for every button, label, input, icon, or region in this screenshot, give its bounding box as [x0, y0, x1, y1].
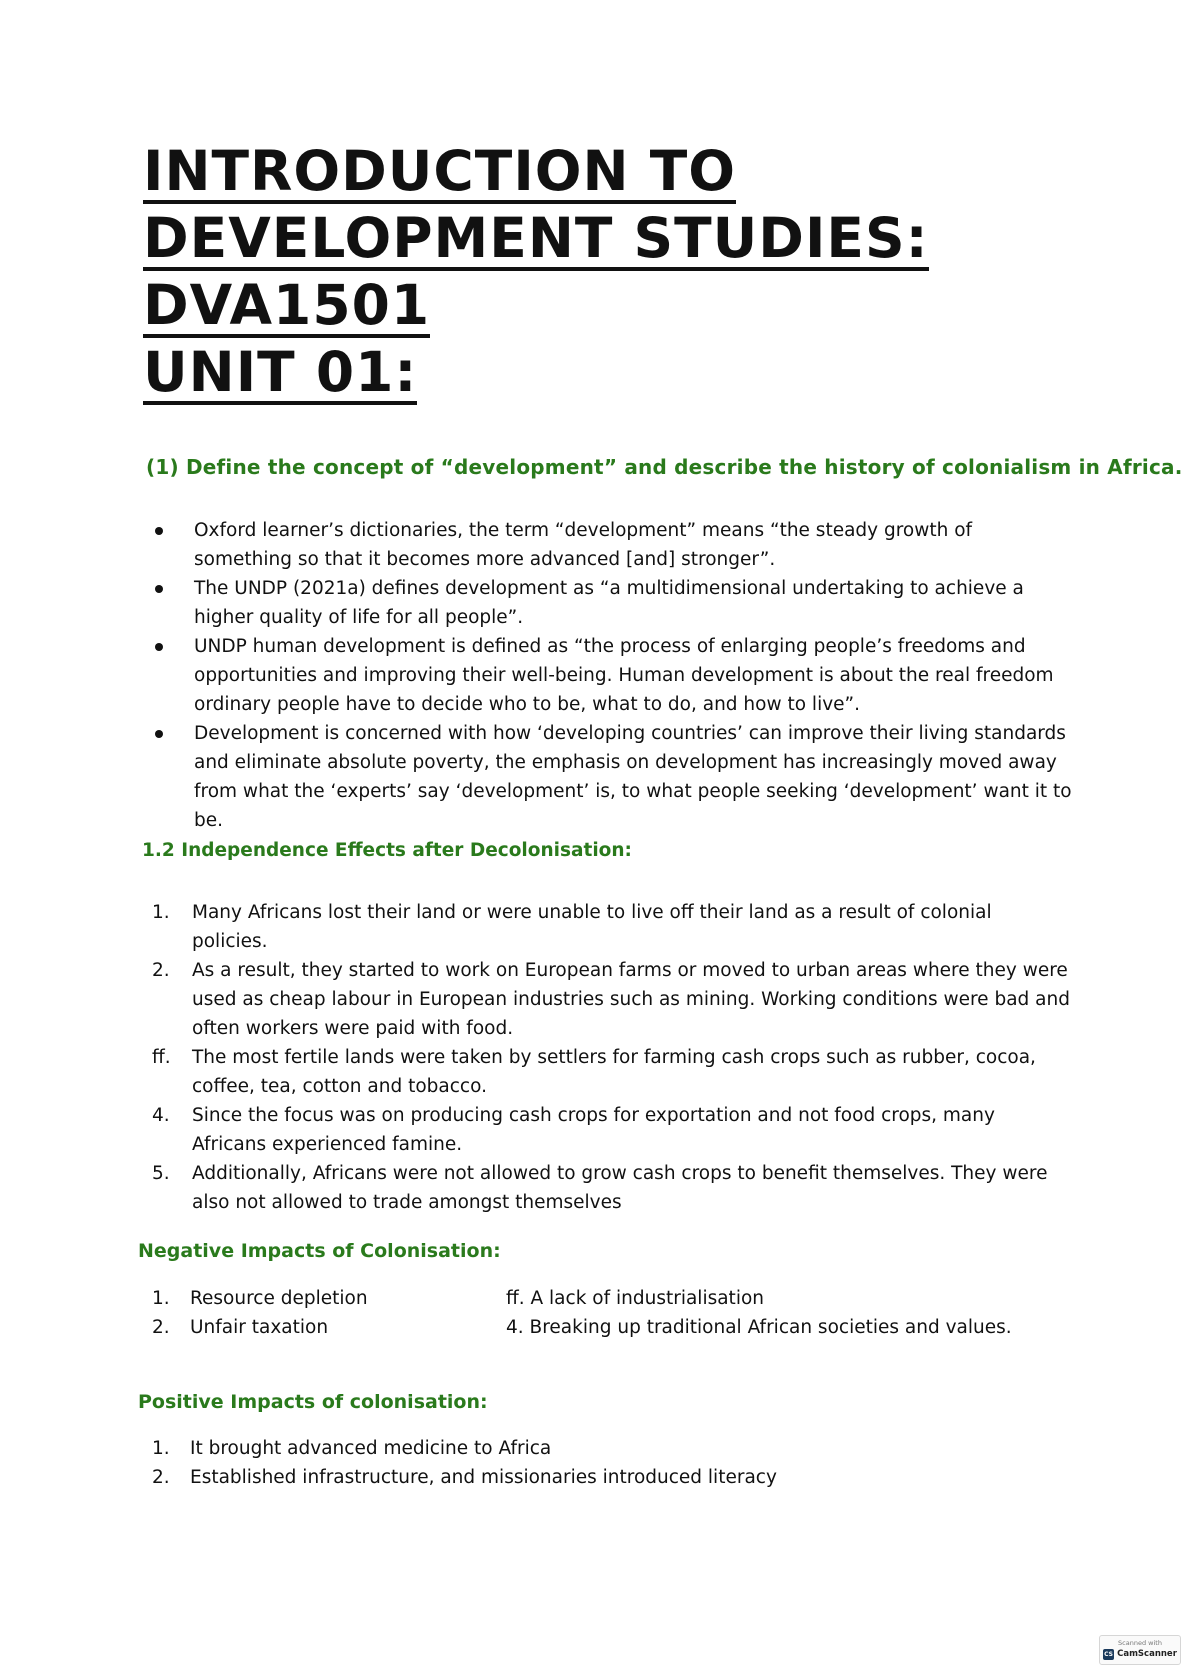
- list-number: 5.: [152, 1163, 170, 1184]
- list-number: 1.: [152, 1438, 170, 1459]
- section-1-2-heading: 1.2 Independence Effects after Decolonisation:: [142, 840, 632, 861]
- list-item: 2. Established infrastructure, and missionaries introduced literacy: [152, 1463, 1072, 1492]
- bullet-icon: [155, 527, 163, 535]
- section-1-heading: (1) Define the concept of “development” and describe the history of colonialism in Africa.: [146, 455, 1183, 479]
- bullet-icon: [155, 643, 163, 651]
- positive-impacts-list: [152, 1434, 1072, 1492]
- list-item: 2. Unfair taxation 4. Breaking up traditional African societies and values.: [152, 1313, 1092, 1342]
- list-item: 5. Additionally, Africans were not allowed to grow cash crops to benefit themselves. They were also not allowed to trade amongst themselves: [152, 1159, 1072, 1217]
- title-line-2: DEVELOPMENT STUDIES:: [143, 206, 929, 270]
- list-item: Development is concerned with how ‘developing countries’ can improve their living standards and eliminate absolute poverty, the emphasis on development has increasingly moved away from what the ‘experts’ say ‘development’ is, to what people seeking ‘development’ want it to be.: [152, 719, 1072, 835]
- list-item: Oxford learner’s dictionaries, the term “development” means “the steady growth of something so that it becomes more advanced [and] stronger”.: [152, 516, 1072, 574]
- title-line-3: DVA1501: [143, 273, 431, 337]
- list-item: 1. Resource depletion ff. A lack of industrialisation: [152, 1284, 1092, 1313]
- camscanner-watermark: [1099, 1635, 1181, 1665]
- list-number: 2.: [152, 960, 170, 981]
- list-item: 1. Many Africans lost their land or were unable to live off their land as a result of colonial policies.: [152, 898, 1072, 956]
- list-number: 1.: [152, 902, 170, 923]
- list-item: 2. As a result, they started to work on European farms or moved to urban areas where they were used as cheap labour in European industries such as mining. Working conditions were bad and often workers were paid with food.: [152, 956, 1072, 1043]
- list-number: 4.: [152, 1105, 170, 1126]
- independence-effects-list: [152, 898, 1072, 1217]
- list-number: ff.: [152, 1047, 171, 1068]
- title-line-1: INTRODUCTION TO: [143, 139, 736, 203]
- list-item: The UNDP (2021a) defines development as “a multidimensional undertaking to achieve a higher quality of life for all people”.: [152, 574, 1072, 632]
- negative-impacts-list: [152, 1284, 1092, 1342]
- list-number: 1.: [152, 1288, 170, 1309]
- bullet-icon: [155, 730, 163, 738]
- list-item: 1. It brought advanced medicine to Africa: [152, 1434, 1072, 1463]
- list-item: ff. The most fertile lands were taken by settlers for farming cash crops such as rubber, cocoa, coffee, tea, cotton and tobacco.: [152, 1043, 1072, 1101]
- document-title: [143, 138, 929, 406]
- camscanner-logo-icon: CS: [1104, 1650, 1114, 1658]
- definition-bullet-list: [152, 516, 1072, 835]
- list-number: 2.: [152, 1467, 170, 1488]
- watermark-caption: Scanned with: [1118, 1639, 1162, 1647]
- negative-impacts-heading: Negative Impacts of Colonisation:: [138, 1240, 501, 1262]
- watermark-brand: CamScanner: [1117, 1649, 1177, 1659]
- title-line-4: UNIT 01:: [143, 340, 418, 404]
- bullet-icon: [155, 585, 163, 593]
- list-item: UNDP human development is defined as “the process of enlarging people’s freedoms and opportunities and improving their well-being. Human development is about the real freedom ordinary people have to decide who to be, what to do, and how to live”.: [152, 632, 1072, 719]
- list-number: 2.: [152, 1317, 170, 1338]
- list-item: 4. Since the focus was on producing cash crops for exportation and not food crops, many Africans experienced famine.: [152, 1101, 1072, 1159]
- positive-impacts-heading: Positive Impacts of colonisation:: [138, 1391, 488, 1413]
